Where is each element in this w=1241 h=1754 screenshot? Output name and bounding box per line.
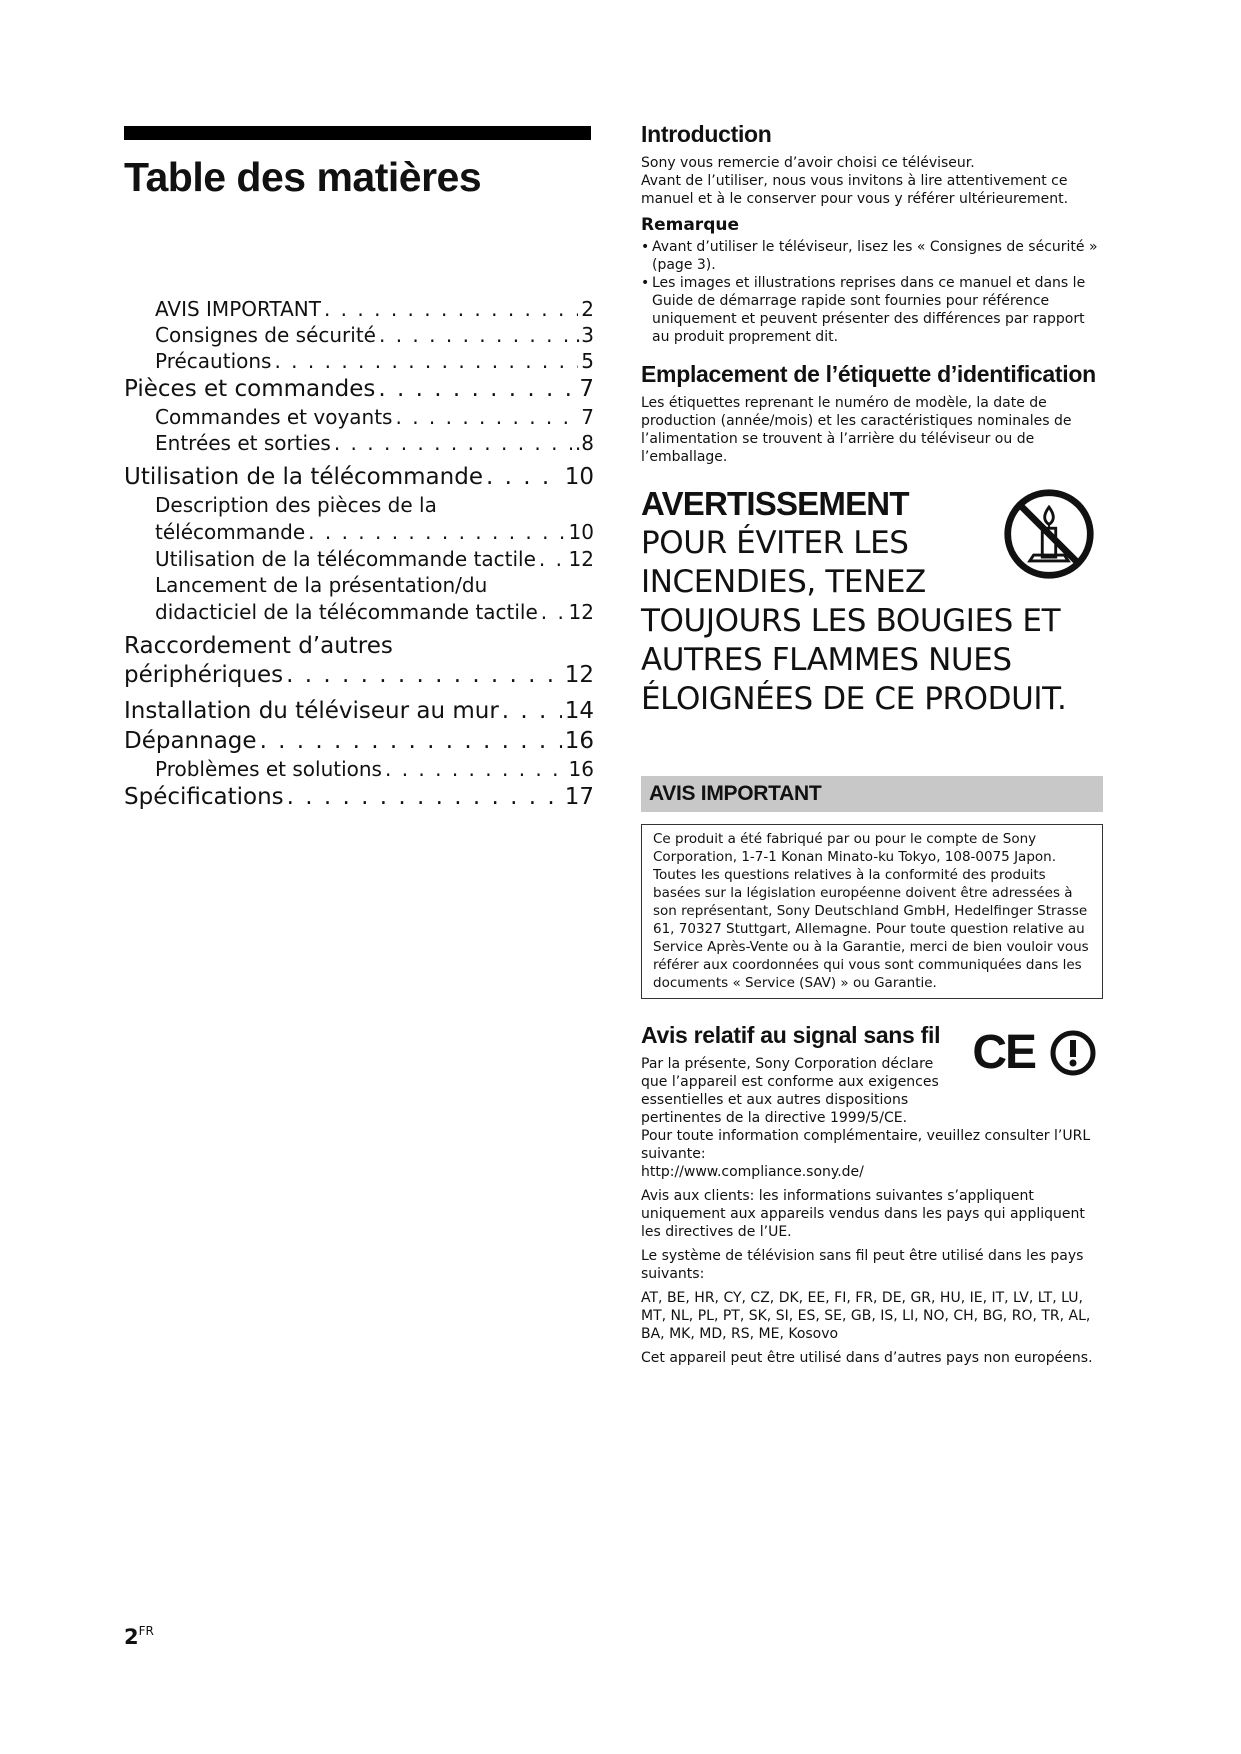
ce-mark-icon: CE bbox=[972, 1026, 1035, 1079]
wireless-text: Par la présente, Sony Corporation déclare que l’appareil est conforme aux exigences essentielles et aux autres dispositions pertinentes de la directive 1999/5/CE. bbox=[641, 1056, 939, 1126]
toc-entry[interactable]: Pièces et commandes . . . 7 bbox=[124, 374, 594, 404]
remarque-list bbox=[641, 238, 1103, 346]
toc-entry[interactable]: Spécifications . . . 17 bbox=[124, 782, 594, 812]
toc-entry[interactable]: Commandes et voyants . . . 7 bbox=[124, 404, 594, 430]
label-text: Les étiquettes reprenant le numéro de modèle, la date de production (année/mois) et les caractéristiques nominales de l’alimentation se trouvent à l’arrière du téléviseur ou de l’emballage. bbox=[641, 395, 1072, 465]
country-list: AT, BE, HR, CY, CZ, DK, EE, FI, FR, DE, GR, HU, IE, IT, LV, LT, LU, MT, NL, PL, PT, SK, SI, ES, SE, GB, IS, LI, NO, CH, BG, RO, TR, AL, BA, MK, MD, RS, ME, Kosovo bbox=[641, 1290, 1091, 1342]
wireless-heading: Avis relatif au signal sans fil bbox=[641, 1022, 941, 1048]
title-rule bbox=[124, 126, 591, 140]
toc-entry[interactable]: Précautions . . . 5 bbox=[124, 348, 594, 374]
toc-entry[interactable]: Problèmes et solutions . . . 16 bbox=[124, 756, 594, 782]
toc-title: Table des matières bbox=[124, 154, 482, 200]
intro-heading: Introduction bbox=[641, 121, 772, 147]
avis-important-header: AVIS IMPORTANT bbox=[641, 776, 1103, 812]
conformity-marks bbox=[972, 1026, 1097, 1079]
warning-title: AVERTISSEMENT bbox=[641, 485, 909, 522]
toc-entry[interactable]: Entrées et sorties . . . .8 bbox=[124, 430, 594, 456]
compliance-url: http://www.compliance.sony.de/ bbox=[641, 1164, 864, 1180]
wireless-text: Cet appareil peut être utilisé dans d’autres pays non européens. bbox=[641, 1350, 1093, 1366]
wireless-section bbox=[641, 1021, 1103, 1367]
toc-entry[interactable]: Consignes de sécurité . . . .3 bbox=[124, 322, 594, 348]
alert-icon bbox=[1049, 1029, 1097, 1077]
toc-entry[interactable]: Lancement de la présentation/du didacticiel de la télécommande tactile . . . 12 bbox=[124, 572, 594, 626]
label-heading: Emplacement de l’étiquette d’identification bbox=[641, 361, 1096, 387]
wireless-text: Pour toute information complémentaire, veuillez consulter l’URL suivante: bbox=[641, 1128, 1091, 1162]
toc-entry[interactable]: AVIS IMPORTANT . . . 2 bbox=[124, 296, 594, 322]
toc-entry[interactable]: Description des pièces de la télécommande . . . 10 bbox=[124, 492, 594, 546]
toc-list bbox=[124, 296, 594, 812]
avis-important-box: Ce produit a été fabriqué par ou pour le compte de Sony Corporation, 1-7-1 Konan Minato-ku Tokyo, 108-0075 Japon. Toutes les questions relatives à la conformité des produits basées sur la législation européenne doivent être adressées à son représentant, Sony Deutschland GmbH, Hedelfinger Strasse 61, 70327 Stuttgart, Allemagne. Pour toute question relative au Service Après-Vente ou à la Garantie, merci de bien vouloir vous référer aux coordonnées qui vous sont communiquées dans les documents « Service (SAV) » ou Garantie. bbox=[641, 824, 1103, 999]
wireless-text: Avis aux clients: les informations suivantes s’appliquent uniquement aux appareils vendus dans les pays qui appliquent les directives de l’UE. bbox=[641, 1188, 1085, 1240]
warning-text: POUR ÉVITER LES INCENDIES, TENEZ TOUJOURS LES BOUGIES ET AUTRES FLAMMES NUES ÉLOIGNÉES DE CE PRODUIT. bbox=[641, 525, 1067, 717]
toc-column bbox=[124, 126, 594, 810]
intro-text: Avant de l’utiliser, nous vous invitons à lire attentivement ce manuel et à le conserver pour vous y référer ultérieurement. bbox=[641, 173, 1069, 207]
intro-text: Sony vous remercie d’avoir choisi ce téléviseur. bbox=[641, 155, 975, 171]
wireless-text: Le système de télévision sans fil peut être utilisé dans les pays suivants: bbox=[641, 1248, 1084, 1282]
toc-entry[interactable]: Utilisation de la télécommande . . . 10 bbox=[124, 462, 594, 492]
list-item: • Les images et illustrations reprises dans ce manuel et dans le Guide de démarrage rapide sont fournies pour référence uniquement et peuvent présenter des différences par rapport au produit proprement dit. bbox=[641, 274, 1103, 346]
toc-entry[interactable]: Installation du téléviseur au mur . . . 14 bbox=[124, 696, 594, 726]
toc-entry[interactable]: Dépannage . . . 16 bbox=[124, 726, 594, 756]
remarque-heading: Remarque bbox=[641, 215, 739, 235]
warning-block bbox=[641, 484, 1103, 717]
page-number: $2^{FR}$ bbox=[124, 1624, 154, 1649]
toc-entry[interactable]: Utilisation de la télécommande tactile . . . 12 bbox=[124, 546, 594, 572]
content-column bbox=[641, 120, 1103, 1367]
toc-entry[interactable]: Raccordement d’autres périphériques . . . 12 bbox=[124, 632, 594, 690]
list-item: • Avant d’utiliser le téléviseur, lisez les « Consignes de sécurité » (page 3). bbox=[641, 238, 1103, 274]
no-candle-icon bbox=[1001, 486, 1097, 582]
